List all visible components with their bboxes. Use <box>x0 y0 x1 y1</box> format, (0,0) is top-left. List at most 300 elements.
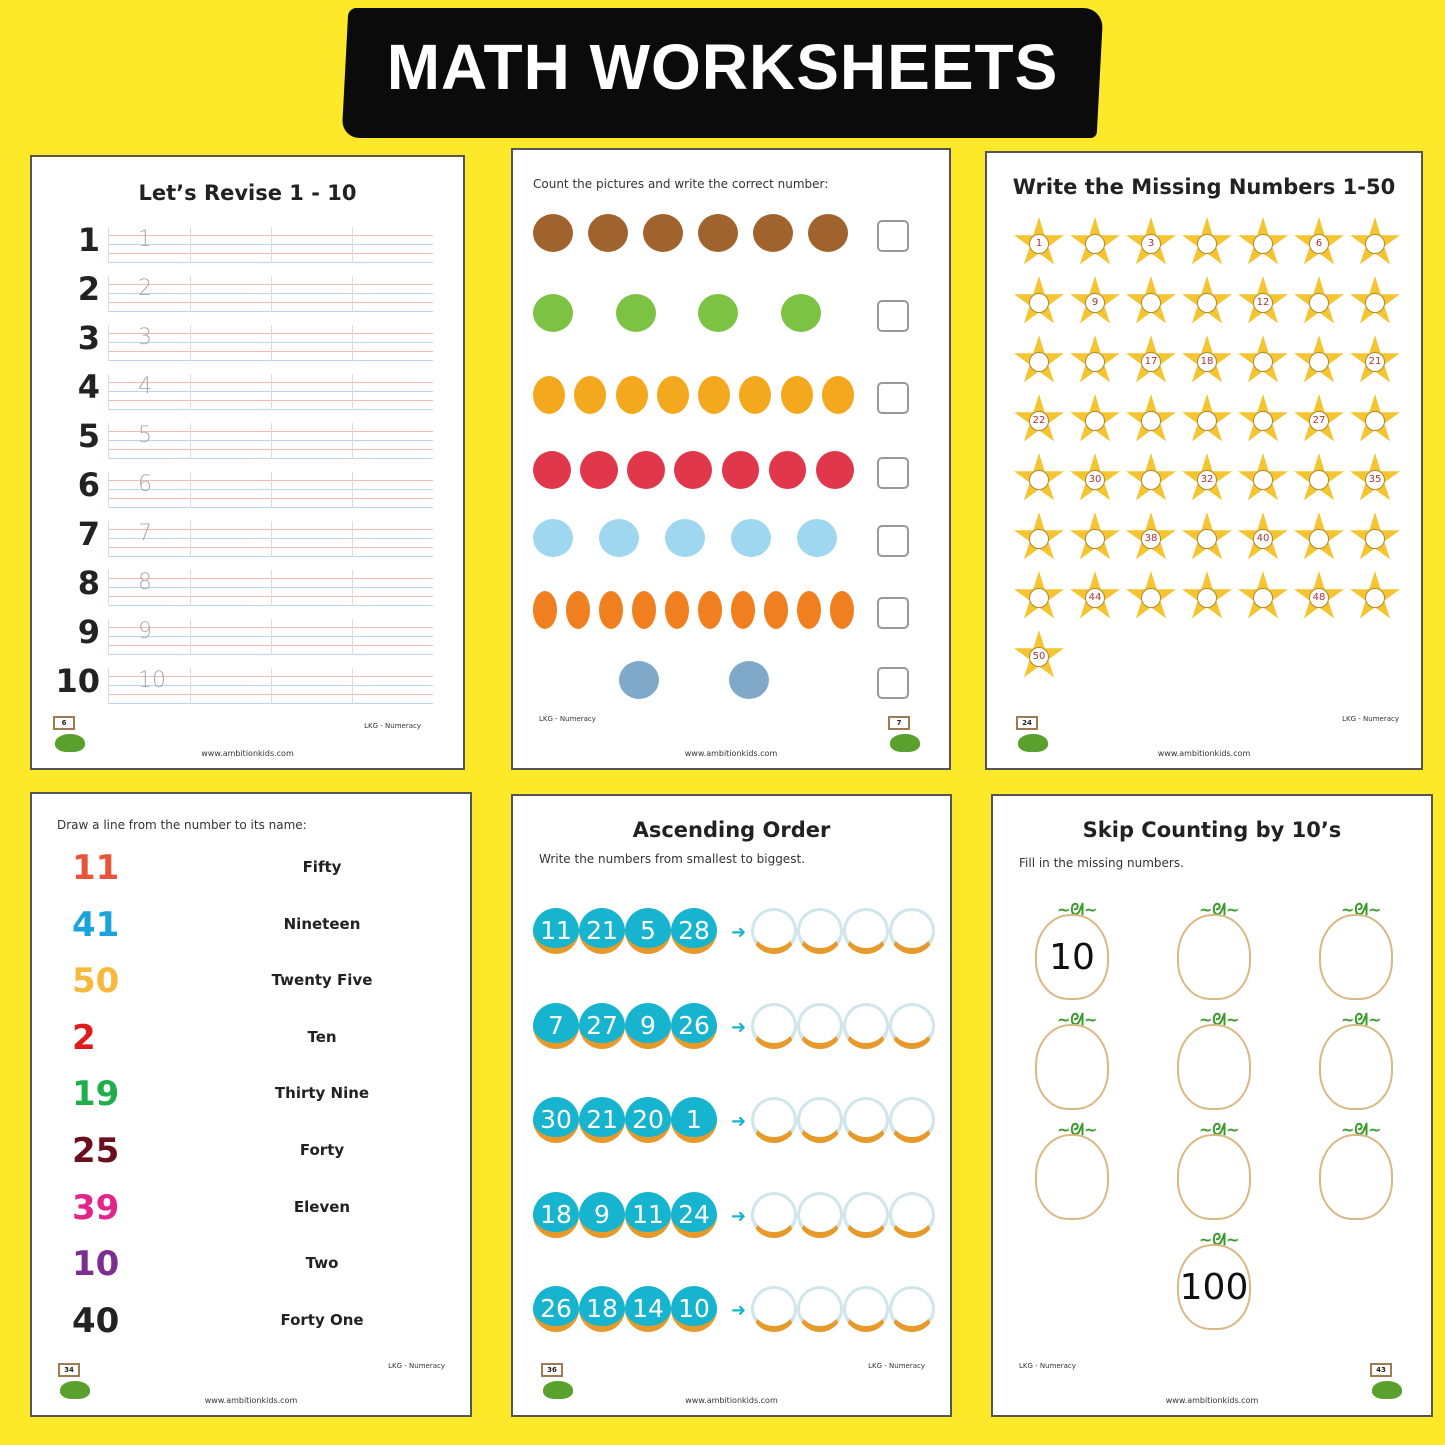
order-row <box>533 1286 943 1346</box>
answer-circle[interactable] <box>797 1097 843 1143</box>
pumpkin-stem-icon: ~ᘛ~ <box>1057 1010 1098 1029</box>
pumpkin-stem-icon: ~ᘛ~ <box>1199 1230 1240 1249</box>
arrow-icon: ➜ <box>731 1111 747 1132</box>
footer-level-tag: LKG - Numeracy <box>1342 715 1399 723</box>
handwriting-lines <box>108 374 433 410</box>
number-label: 50 <box>72 961 120 1002</box>
number-ball: 14 <box>625 1286 671 1332</box>
footer-level-tag: LKG - Numeracy <box>539 715 596 723</box>
pumpkin-number[interactable] <box>1319 1134 1393 1220</box>
star-number-circle[interactable] <box>1197 234 1217 254</box>
number-label: 10 <box>55 662 100 700</box>
monkey-icon <box>588 214 628 252</box>
order-row <box>533 1003 943 1063</box>
handwriting-lines <box>108 472 433 508</box>
count-row <box>529 515 939 575</box>
carrot-icon <box>665 591 689 629</box>
worksheet-skip-counting <box>991 794 1433 1417</box>
star-cell <box>1181 335 1233 387</box>
star-cell <box>1181 394 1233 446</box>
star-cell <box>1237 217 1289 269</box>
star-cell <box>1349 217 1401 269</box>
pumpkin-cell <box>1035 900 1109 1000</box>
page-number: 43 <box>1370 1363 1392 1377</box>
star-cell <box>1181 453 1233 505</box>
frog-icon <box>698 294 738 332</box>
answer-box[interactable] <box>877 382 909 414</box>
answer-box[interactable] <box>877 667 909 699</box>
carrot-icon <box>797 591 821 629</box>
star-number-circle[interactable] <box>1141 293 1161 313</box>
star-number-circle: 30 <box>1085 470 1105 490</box>
handwriting-lines <box>108 276 433 312</box>
answer-circle[interactable] <box>889 908 935 954</box>
count-row <box>529 290 939 350</box>
light-bulb-icon <box>822 376 854 414</box>
star-number-circle[interactable] <box>1029 293 1049 313</box>
light-bulb-icon <box>574 376 606 414</box>
carrot-icon <box>731 591 755 629</box>
carrot-icon <box>830 591 854 629</box>
star-cell <box>1125 571 1177 623</box>
star-number-circle: 12 <box>1253 293 1273 313</box>
trace-number: 5 <box>138 423 152 448</box>
pumpkin-number[interactable] <box>1177 914 1251 1000</box>
monkey-icon <box>643 214 683 252</box>
worksheet-match-number-name <box>30 792 472 1417</box>
pumpkin-cell <box>1035 1010 1109 1110</box>
star-cell <box>1349 512 1401 564</box>
star-number-circle[interactable] <box>1253 352 1273 372</box>
star-number-circle[interactable] <box>1141 411 1161 431</box>
star-cell <box>1125 217 1177 269</box>
number-label: 19 <box>72 1074 120 1115</box>
number-name-label: Twenty Five <box>271 971 373 990</box>
page-number: 6 <box>53 716 75 730</box>
count-row <box>529 587 939 647</box>
number-ball: 18 <box>579 1286 625 1332</box>
star-number-circle: 38 <box>1141 529 1161 549</box>
star-cell <box>1013 217 1065 269</box>
star-number-circle[interactable] <box>1029 352 1049 372</box>
star-cell <box>1349 394 1401 446</box>
light-bulb-icon <box>657 376 689 414</box>
trace-number: 6 <box>138 472 152 497</box>
answer-circle[interactable] <box>843 908 889 954</box>
number-ball: 5 <box>625 908 671 954</box>
number-ball: 28 <box>671 908 717 954</box>
star-number-circle[interactable] <box>1029 588 1049 608</box>
star-cell <box>1349 453 1401 505</box>
star-cell <box>1125 276 1177 328</box>
answer-circle[interactable] <box>889 1192 935 1238</box>
answer-circle[interactable] <box>889 1097 935 1143</box>
match-row <box>72 905 452 961</box>
star-number-circle: 48 <box>1309 588 1329 608</box>
number-label: 1 <box>77 221 100 259</box>
bird-icon <box>627 451 665 489</box>
star-number-circle[interactable] <box>1141 588 1161 608</box>
star-number-circle: 50 <box>1029 647 1049 667</box>
star-number-circle: 3 <box>1141 234 1161 254</box>
number-row <box>60 221 440 270</box>
star-number-circle[interactable] <box>1085 411 1105 431</box>
number-row <box>60 417 440 466</box>
answer-circle[interactable] <box>751 1286 797 1332</box>
star-cell <box>1237 394 1289 446</box>
trace-number: 9 <box>138 619 152 644</box>
number-ball: 7 <box>533 1003 579 1049</box>
star-cell <box>1013 453 1065 505</box>
pumpkin-number[interactable] <box>1177 1024 1251 1110</box>
number-label: 3 <box>77 319 100 357</box>
number-ball: 27 <box>579 1003 625 1049</box>
answer-circle[interactable] <box>797 1003 843 1049</box>
star-number-circle: 1 <box>1029 234 1049 254</box>
number-row <box>60 515 440 564</box>
page-number: 24 <box>1016 716 1038 730</box>
number-label: 8 <box>77 564 100 602</box>
tooth-icon <box>533 519 573 557</box>
number-label: 7 <box>77 515 100 553</box>
pumpkin-number: 100 <box>1177 1244 1251 1330</box>
star-cell <box>1181 512 1233 564</box>
star-cell <box>1181 217 1233 269</box>
worksheet-revise-1-10 <box>30 155 465 770</box>
star-cell <box>1293 394 1345 446</box>
pumpkin-stem-icon: ~ᘛ~ <box>1057 1120 1098 1139</box>
star-cell <box>1013 512 1065 564</box>
worksheet-ascending-order <box>511 794 952 1417</box>
star-cell <box>1125 335 1177 387</box>
star-cell <box>1013 630 1065 682</box>
star-cell <box>1293 571 1345 623</box>
star-cell <box>1181 276 1233 328</box>
pumpkin-cell <box>1319 1010 1393 1110</box>
number-label: 4 <box>77 368 100 406</box>
pumpkin-stem-icon: ~ᘛ~ <box>1341 1120 1382 1139</box>
number-label: 40 <box>72 1300 120 1341</box>
pumpkin-number[interactable] <box>1035 1134 1109 1220</box>
star-cell <box>1013 394 1065 446</box>
number-row <box>60 270 440 319</box>
pumpkin-cell <box>1177 900 1251 1000</box>
arrow-icon: ➜ <box>731 1300 747 1321</box>
number-label: 2 <box>77 270 100 308</box>
star-number-circle: 44 <box>1085 588 1105 608</box>
page-number: 36 <box>541 1363 563 1377</box>
star-cell <box>1013 571 1065 623</box>
footer-level-tag: LKG - Numeracy <box>868 1362 925 1370</box>
footer-website: www.ambitionkids.com <box>1165 1396 1259 1405</box>
tooth-icon <box>731 519 771 557</box>
star-cell <box>1349 335 1401 387</box>
star-number-circle[interactable] <box>1365 234 1385 254</box>
order-row <box>533 908 943 968</box>
footer-website: www.ambitionkids.com <box>201 749 294 758</box>
star-cell <box>1237 453 1289 505</box>
star-number-circle[interactable] <box>1197 293 1217 313</box>
carrot-icon <box>533 591 557 629</box>
worksheet-missing-numbers <box>985 151 1423 770</box>
answer-circle[interactable] <box>751 1097 797 1143</box>
star-number-circle: 9 <box>1085 293 1105 313</box>
star-number-circle[interactable] <box>1309 293 1329 313</box>
carrot-icon <box>698 591 722 629</box>
star-number-circle[interactable] <box>1365 529 1385 549</box>
answer-circle[interactable] <box>797 1286 843 1332</box>
number-ball: 9 <box>625 1003 671 1049</box>
number-label: 2 <box>72 1017 96 1058</box>
number-ball: 24 <box>671 1192 717 1238</box>
star-cell <box>1293 512 1345 564</box>
number-row <box>60 466 440 515</box>
star-number-circle[interactable] <box>1309 352 1329 372</box>
star-number-circle[interactable] <box>1365 293 1385 313</box>
star-number-circle[interactable] <box>1085 234 1105 254</box>
star-cell <box>1293 335 1345 387</box>
footer-website: www.ambitionkids.com <box>684 749 778 758</box>
number-name-label: Two <box>305 1254 339 1273</box>
star-cell <box>1237 276 1289 328</box>
star-cell <box>1293 453 1345 505</box>
star-number-circle[interactable] <box>1197 588 1217 608</box>
carrot-icon <box>599 591 623 629</box>
match-row <box>72 1188 452 1244</box>
page-number: 34 <box>58 1363 80 1377</box>
handwriting-lines <box>108 227 433 263</box>
number-label: 5 <box>77 417 100 455</box>
star-number-circle: 35 <box>1365 470 1385 490</box>
trace-number: 8 <box>138 570 152 595</box>
star-number-circle[interactable] <box>1365 588 1385 608</box>
star-number-circle[interactable] <box>1253 588 1273 608</box>
star-number-circle[interactable] <box>1253 470 1273 490</box>
answer-circle[interactable] <box>751 908 797 954</box>
answer-circle[interactable] <box>751 1192 797 1238</box>
star-cell <box>1125 453 1177 505</box>
elephant-icon <box>619 661 659 699</box>
pumpkin-cell <box>1177 1230 1251 1330</box>
star-number-circle[interactable] <box>1085 529 1105 549</box>
match-row <box>72 1018 452 1074</box>
star-number-circle[interactable] <box>1085 352 1105 372</box>
bird-icon <box>580 451 618 489</box>
star-number-circle[interactable] <box>1029 529 1049 549</box>
number-name-label: Fifty <box>302 858 342 876</box>
frog-icon <box>616 294 656 332</box>
number-row <box>55 662 440 711</box>
trace-number: 3 <box>138 325 152 350</box>
answer-box[interactable] <box>877 300 909 332</box>
handwriting-lines <box>108 570 433 606</box>
number-ball: 21 <box>579 908 625 954</box>
worksheet-title: Write the Missing Numbers 1-50 <box>1012 175 1396 199</box>
monkey-icon <box>533 214 573 252</box>
star-cell <box>1069 571 1121 623</box>
number-name-label: Ten <box>307 1027 337 1046</box>
number-label: 11 <box>72 848 120 888</box>
star-cell <box>1237 571 1289 623</box>
tooth-icon <box>665 519 705 557</box>
number-row <box>60 319 440 368</box>
star-cell <box>1069 453 1121 505</box>
frog-icon <box>533 294 573 332</box>
number-ball: 20 <box>625 1097 671 1143</box>
footer-level-tag: LKG - Numeracy <box>364 722 421 730</box>
star-number-circle[interactable] <box>1309 529 1329 549</box>
answer-box[interactable] <box>877 220 909 252</box>
handwriting-lines <box>108 619 433 655</box>
footer-website: www.ambitionkids.com <box>1157 749 1251 758</box>
star-number-circle: 22 <box>1029 411 1049 431</box>
number-ball: 11 <box>533 908 579 954</box>
arrow-icon: ➜ <box>731 922 747 943</box>
star-cell <box>1013 276 1065 328</box>
bird-icon <box>533 451 571 489</box>
star-cell <box>1349 571 1401 623</box>
pumpkin-number[interactable] <box>1319 914 1393 1000</box>
count-row <box>529 210 939 270</box>
pumpkin-cell <box>1319 1120 1393 1220</box>
answer-circle[interactable] <box>843 1097 889 1143</box>
number-name-label: Thirty Nine <box>274 1084 370 1103</box>
pumpkin-stem-icon: ~ᘛ~ <box>1199 1120 1240 1139</box>
tooth-icon <box>797 519 837 557</box>
order-row <box>533 1192 943 1252</box>
pumpkin-cell <box>1035 1120 1109 1220</box>
number-ball: 1 <box>671 1097 717 1143</box>
pumpkin-number: 10 <box>1035 914 1109 1000</box>
number-label: 25 <box>72 1131 120 1171</box>
number-name-label: Forty One <box>280 1310 364 1329</box>
answer-box[interactable] <box>877 457 909 489</box>
pumpkin-stem-icon: ~ᘛ~ <box>1057 900 1098 919</box>
number-ball: 10 <box>671 1286 717 1332</box>
number-ball: 11 <box>625 1192 671 1238</box>
star-number-circle: 32 <box>1197 470 1217 490</box>
handwriting-lines <box>108 423 433 459</box>
pumpkin-cell <box>1319 900 1393 1000</box>
number-label: 39 <box>72 1187 120 1228</box>
star-number-circle[interactable] <box>1029 470 1049 490</box>
bird-icon <box>816 451 854 489</box>
number-name-label: Forty <box>299 1141 345 1159</box>
star-cell <box>1349 276 1401 328</box>
handwriting-lines <box>108 521 433 557</box>
star-number-circle[interactable] <box>1197 411 1217 431</box>
count-row <box>529 372 939 432</box>
star-cell <box>1125 394 1177 446</box>
pumpkin-number[interactable] <box>1035 1024 1109 1110</box>
number-ball: 26 <box>671 1003 717 1049</box>
star-cell <box>1237 512 1289 564</box>
arrow-icon: ➜ <box>731 1205 747 1227</box>
order-row <box>533 1097 943 1157</box>
answer-circle[interactable] <box>797 1192 843 1238</box>
match-row <box>72 1131 452 1187</box>
pumpkin-stem-icon: ~ᘛ~ <box>1199 900 1240 919</box>
number-label: 9 <box>77 613 100 651</box>
star-number-circle[interactable] <box>1253 234 1273 254</box>
star-cell <box>1069 512 1121 564</box>
bird-icon <box>722 451 760 489</box>
number-row <box>60 368 440 417</box>
star-number-circle[interactable] <box>1309 470 1329 490</box>
pumpkin-stem-icon: ~ᘛ~ <box>1199 1010 1240 1029</box>
answer-circle[interactable] <box>843 1286 889 1332</box>
bird-icon <box>674 451 712 489</box>
star-number-circle[interactable] <box>1197 529 1217 549</box>
star-number-circle: 17 <box>1141 352 1161 372</box>
star-number-circle[interactable] <box>1365 411 1385 431</box>
pumpkin-number[interactable] <box>1319 1024 1393 1110</box>
star-cell <box>1237 335 1289 387</box>
star-number-circle[interactable] <box>1141 470 1161 490</box>
light-bulb-icon <box>616 376 648 414</box>
star-number-circle: 40 <box>1253 529 1273 549</box>
answer-box[interactable] <box>877 597 909 629</box>
star-cell <box>1293 217 1345 269</box>
star-cell <box>1181 571 1233 623</box>
match-row <box>72 1244 452 1300</box>
pumpkin-stem-icon: ~ᘛ~ <box>1341 900 1382 919</box>
elephant-icon <box>729 661 769 699</box>
number-label: 41 <box>72 904 120 945</box>
answer-circle[interactable] <box>889 1286 935 1332</box>
answer-box[interactable] <box>877 525 909 557</box>
count-row <box>529 657 939 717</box>
star-number-circle[interactable] <box>1253 411 1273 431</box>
pumpkin-number[interactable] <box>1177 1134 1251 1220</box>
star-number-circle: 18 <box>1197 352 1217 372</box>
banner-title: MATH WORKSHEETS <box>386 31 1059 103</box>
answer-circle[interactable] <box>843 1003 889 1049</box>
match-row <box>72 1301 452 1357</box>
light-bulb-icon <box>698 376 730 414</box>
count-row <box>529 447 939 507</box>
pumpkin-cell <box>1177 1120 1251 1220</box>
frog-icon <box>781 294 821 332</box>
worksheet-instruction: Write the numbers from smallest to biggest. <box>539 852 805 866</box>
answer-circle[interactable] <box>797 908 843 954</box>
answer-circle[interactable] <box>843 1192 889 1238</box>
monkey-icon <box>698 214 738 252</box>
light-bulb-icon <box>739 376 771 414</box>
handwriting-lines <box>108 325 433 361</box>
monkey-icon <box>808 214 848 252</box>
trace-number: 1 <box>138 227 152 252</box>
answer-circle[interactable] <box>889 1003 935 1049</box>
page-number: 7 <box>888 716 910 730</box>
star-cell <box>1069 335 1121 387</box>
answer-circle[interactable] <box>751 1003 797 1049</box>
number-label: 6 <box>77 466 100 504</box>
number-ball: 9 <box>579 1192 625 1238</box>
star-number-circle: 6 <box>1309 234 1329 254</box>
star-cell <box>1069 276 1121 328</box>
trace-number: 7 <box>138 521 152 546</box>
tooth-icon <box>599 519 639 557</box>
light-bulb-icon <box>781 376 813 414</box>
worksheet-instruction: Fill in the missing numbers. <box>1019 856 1184 870</box>
footer-website: www.ambitionkids.com <box>204 1396 298 1405</box>
carrot-icon <box>566 591 590 629</box>
footer-website: www.ambitionkids.com <box>685 1396 778 1405</box>
match-row <box>72 1074 452 1130</box>
match-row <box>72 848 452 904</box>
number-ball: 26 <box>533 1286 579 1332</box>
